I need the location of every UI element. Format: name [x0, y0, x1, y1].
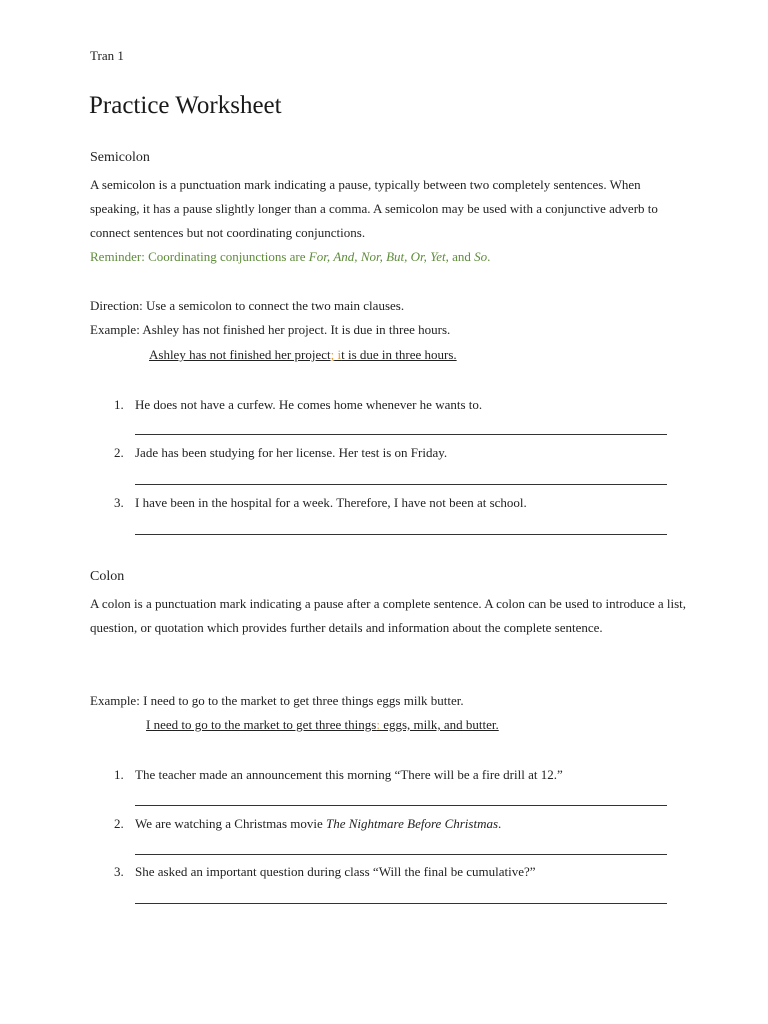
semicolon-item-text: I have been in the hospital for a week. Therefore, I have not been at school.: [135, 495, 527, 510]
semicolon-item-text: Jade has been studying for her license. Her test is on Friday.: [135, 445, 448, 460]
colon-item-text: The teacher made an announcement this morning “There will be a fire drill at 12.”: [135, 767, 563, 782]
colon-example: Example: I need to go to the market to get three things eggs milk butter.: [90, 693, 464, 708]
answer-part1: Ashley has not finished her project: [149, 347, 331, 362]
colon-description: A colon is a punctuation mark indicating a pause after a complete sentence. A colon can be used to introduce a list, question, or quotation which provides further details and information about the complete sentence.: [90, 596, 687, 635]
semicolon-item-number: 3.: [114, 495, 124, 510]
conjunction-nor: Nor,: [360, 249, 383, 264]
conjunction-but: But,: [386, 249, 408, 264]
answer-line[interactable]: [135, 484, 667, 485]
reminder-and: , and: [445, 249, 475, 264]
colon-item-text: [135, 816, 501, 832]
semicolon-example-answer: [149, 347, 457, 363]
colon-item-number: 1.: [114, 767, 124, 782]
semicolon-example: Example: Ashley has not finished her project. It is due in three hours.: [90, 322, 451, 337]
answer-part2: eggs, milk, and butter.: [379, 717, 499, 732]
reminder-line: [90, 249, 490, 265]
answer-part1: I need to go to the market to get three things: [146, 717, 377, 732]
semicolon-item-number: 2.: [114, 445, 124, 460]
semicolon-direction: Direction: Use a semicolon to connect the two main clauses.: [90, 298, 405, 313]
colon-example-answer: [146, 717, 499, 733]
answer-line[interactable]: [135, 903, 667, 904]
answer-line[interactable]: [135, 854, 667, 855]
semicolon-item-number: 1.: [114, 397, 124, 412]
colon-heading: Colon: [90, 569, 125, 584]
colon-item-text-prefix: We are watching a Christmas movie: [135, 816, 327, 831]
page-title: Practice Worksheet: [89, 92, 282, 119]
answer-line[interactable]: [135, 434, 667, 435]
colon-item-text-suffix: .: [498, 816, 502, 831]
answer-line[interactable]: [135, 534, 667, 535]
semicolon-heading: Semicolon: [90, 150, 150, 165]
reminder-end: .: [487, 249, 491, 264]
conjunction-and: And,: [333, 249, 358, 264]
page-header: Tran 1: [90, 48, 124, 63]
conjunction-or: Or,: [410, 249, 427, 264]
conjunction-for: For,: [308, 249, 331, 264]
answer-part2: t is due in three hours.: [341, 347, 457, 362]
semicolon-item-text: He does not have a curfew. He comes home whenever he wants to.: [135, 397, 483, 412]
colon-item-number: 2.: [114, 816, 124, 831]
conjunction-yet: Yet: [430, 249, 446, 264]
answer-colon: :: [376, 717, 380, 732]
colon-item-number: 3.: [114, 864, 124, 879]
answer-lowercase-i: i: [334, 347, 342, 362]
semicolon-description: A semicolon is a punctuation mark indicating a pause, typically between two completely sentences. When speaking, it has a pause slightly longer than a comma. A semicolon may be used with a conjunctive adverb to connect sentences but not coordinating conjunctions.: [90, 177, 658, 240]
answer-semicolon: ;: [330, 347, 335, 362]
colon-item-text: She asked an important question during class “Will the final be cumulative?”: [135, 864, 536, 879]
reminder-prefix: Reminder: Coordinating conjunctions are: [90, 249, 309, 264]
conjunction-so: So: [474, 249, 488, 264]
answer-line[interactable]: [135, 805, 667, 806]
movie-title: The Nightmare Before Christmas: [326, 816, 499, 831]
